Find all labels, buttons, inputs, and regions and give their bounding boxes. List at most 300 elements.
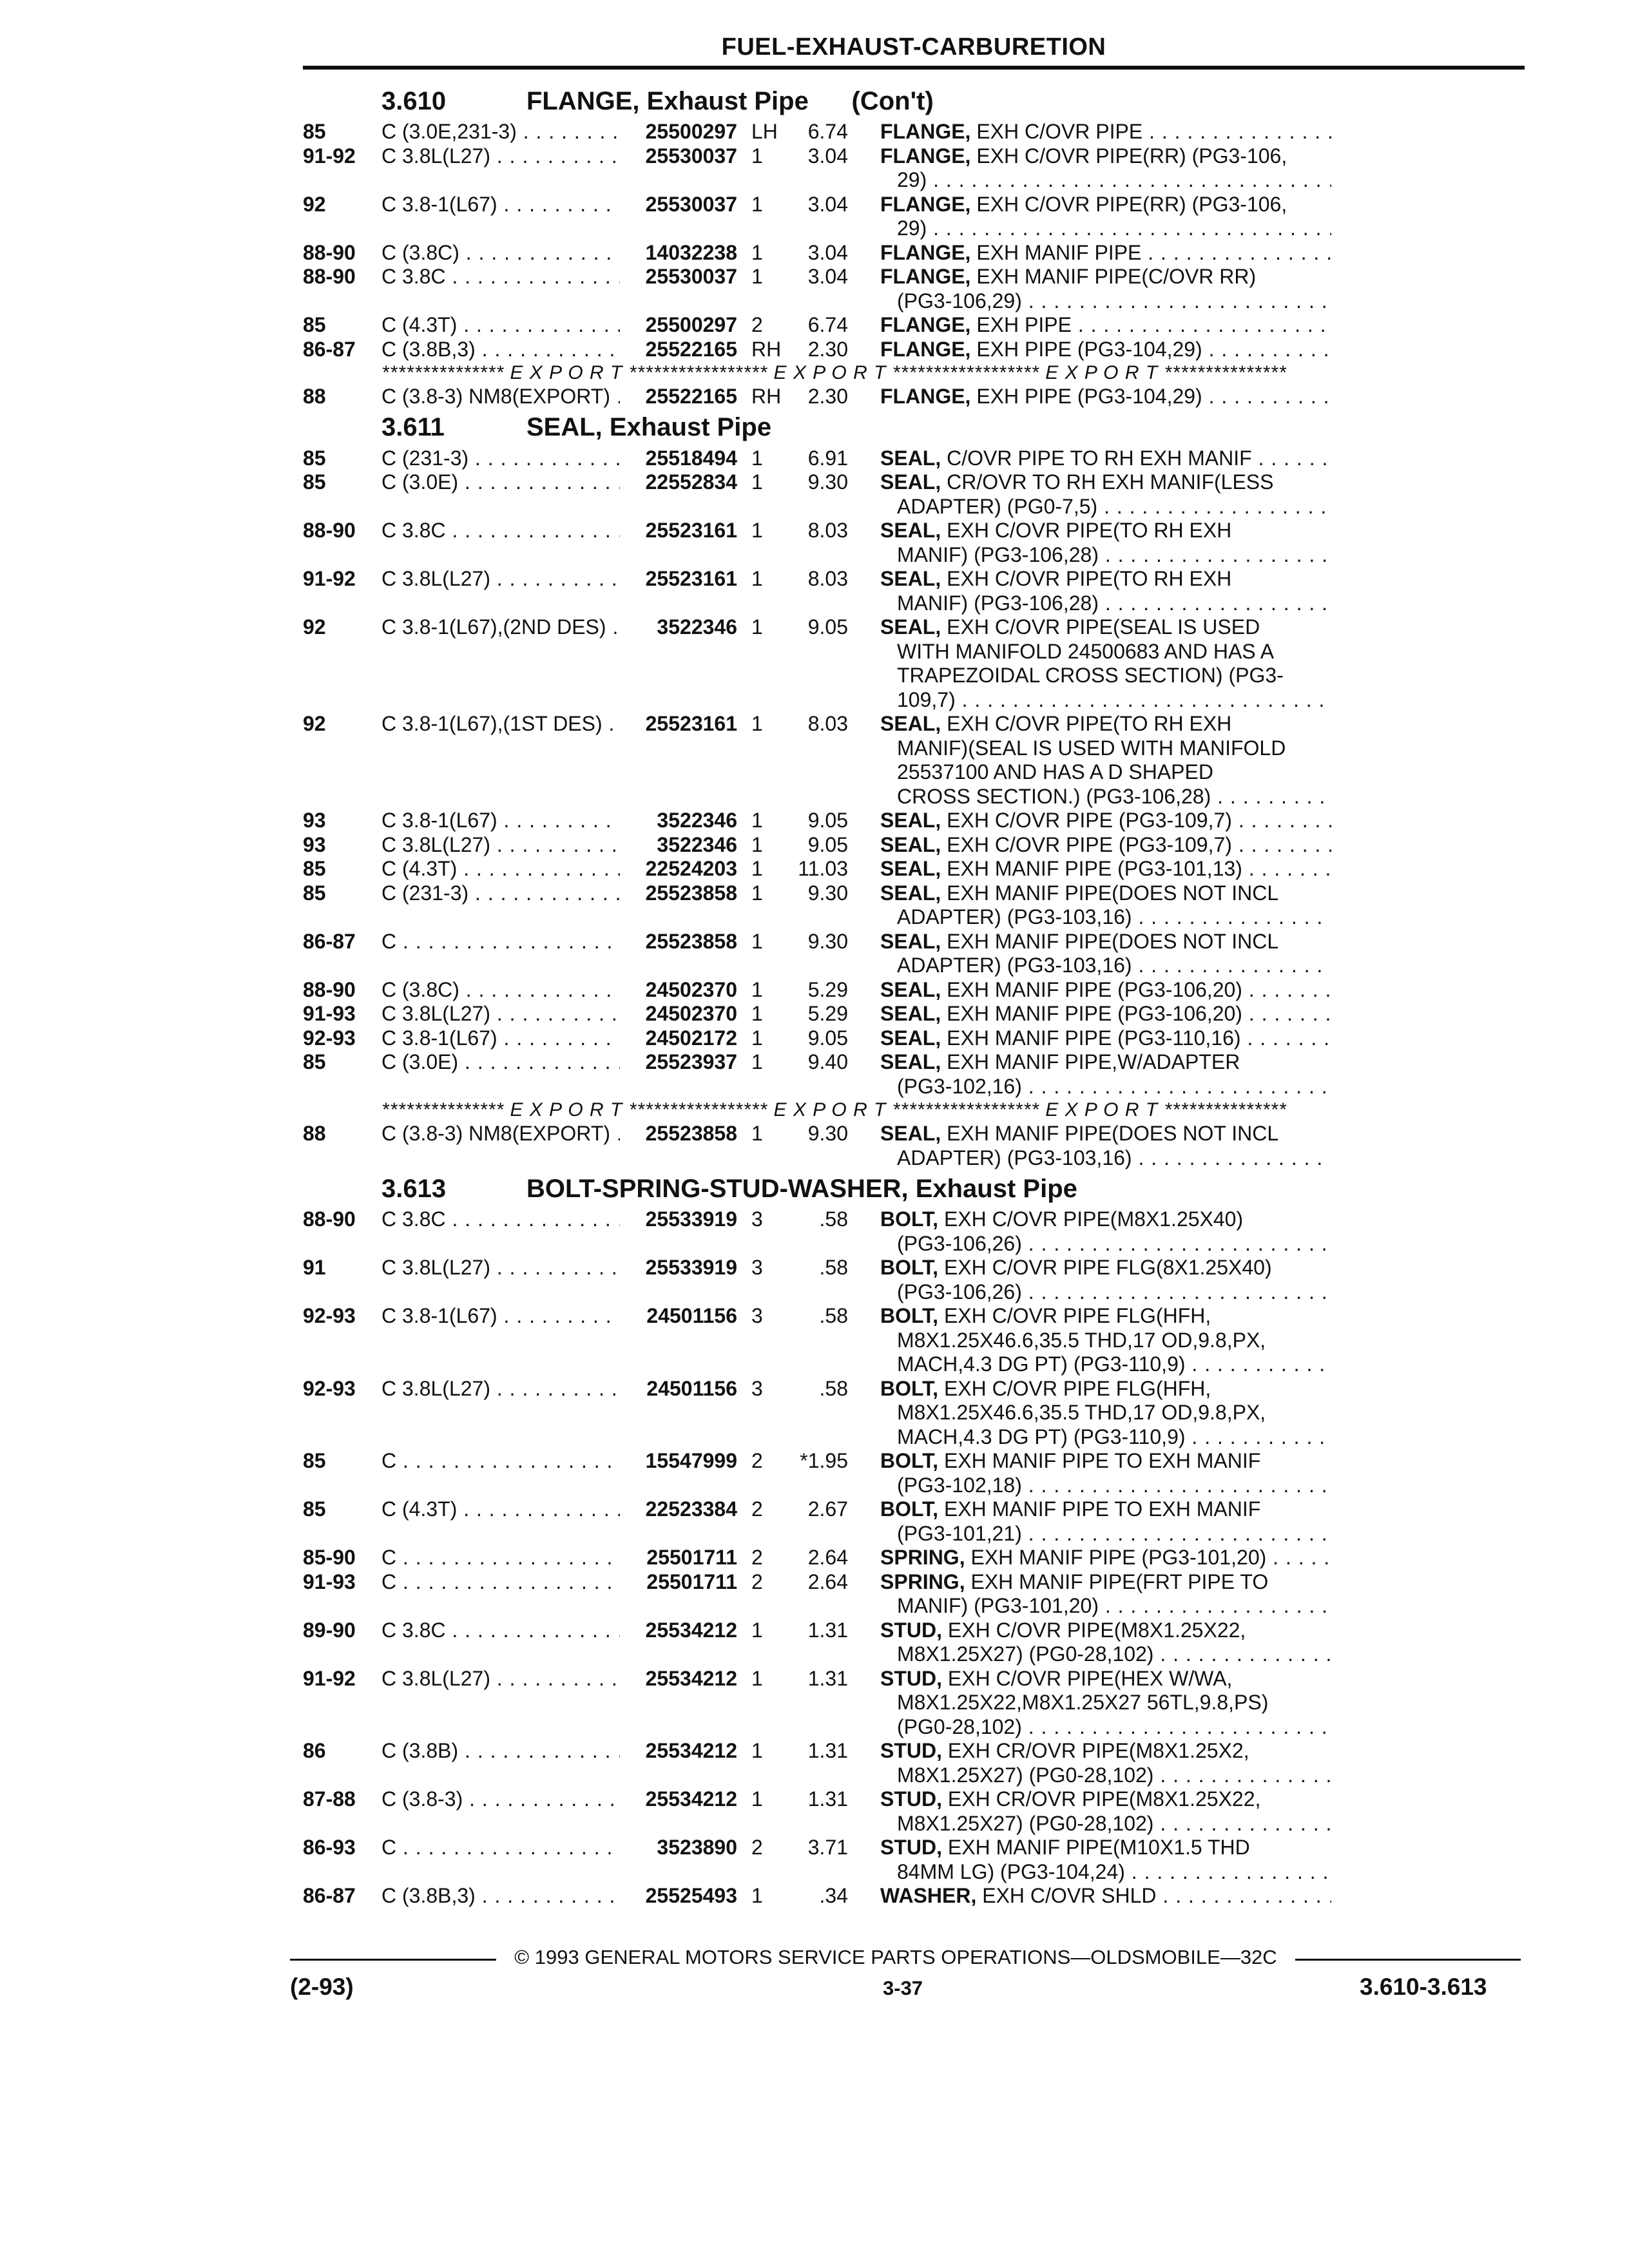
model-years: 88-90 (303, 240, 356, 264)
description-text: 29) (897, 168, 927, 191)
part-row (303, 385, 1514, 409)
price: 9.30 (807, 470, 848, 494)
part-row (303, 470, 1514, 519)
description-text: EXH C/OVR SHLD (982, 1884, 1157, 1907)
description-text: EXH CR/OVR PIPE(M8X1.25X2, (947, 1739, 1249, 1762)
part-name: SEAL, (880, 470, 941, 494)
application: C 3.8L(L27) . . . (381, 567, 620, 591)
part-name: BOLT, (880, 1376, 939, 1400)
application: C (3.0E) . . . (381, 470, 620, 495)
description-text: M8X1.25X46.6,35.5 THD,17 OD,9.8,PX, (897, 1401, 1266, 1424)
price: 6.91 (807, 446, 848, 470)
price: 11.03 (798, 857, 848, 880)
description-line (880, 833, 1331, 858)
part-number: 25500297 (645, 313, 737, 336)
part-row (303, 241, 1514, 265)
part-number: 25501711 (646, 1546, 737, 1569)
export-divider: *************** E X P O R T ***************** E X P O R T ****************** E X P O R T *************** (381, 1099, 1287, 1120)
part-name: STUD, (880, 1618, 942, 1642)
description-line (880, 1594, 1331, 1619)
model-years: 92 (303, 712, 326, 735)
quantity: 2 (751, 1546, 763, 1569)
description-line (880, 470, 1331, 495)
description-line (880, 1352, 1331, 1377)
application: C (231-3) . . . (381, 447, 620, 471)
description-line (880, 289, 1331, 314)
part-number: 22552834 (645, 470, 737, 494)
description-text: EXH MANIF PIPE (PG3-101,20) (970, 1546, 1267, 1569)
part-name: BOLT, (880, 1449, 939, 1472)
part-row (303, 1256, 1514, 1304)
part-number: 25534212 (645, 1618, 737, 1642)
part-number: 15547999 (645, 1449, 737, 1472)
description (880, 1787, 1331, 1836)
section-title (303, 409, 1514, 447)
description-text: EXH MANIF PIPE(DOES NOT INCL (947, 881, 1279, 905)
quantity: 1 (751, 809, 763, 832)
description-text: ADAPTER) (PG3-103,16) (897, 1146, 1132, 1169)
description-line (880, 1570, 1331, 1595)
price: .58 (819, 1304, 848, 1327)
application: C 3.8L(L27) . . . (381, 1667, 620, 1691)
part-row (303, 120, 1514, 144)
part-number: 14032238 (645, 240, 737, 264)
description-text: M8X1.25X46.6,35.5 THD,17 OD,9.8,PX, (897, 1328, 1266, 1352)
description-text: (PG3-106,26) (897, 1280, 1022, 1303)
part-name: SEAL, (880, 977, 941, 1001)
description-line (880, 120, 1331, 144)
export-divider: *************** E X P O R T ***************** E X P O R T ****************** E X P O R T *************** (381, 362, 1287, 383)
part-number: 25518494 (645, 446, 737, 470)
part-number: 25525493 (645, 1884, 737, 1907)
description-line (880, 1497, 1331, 1522)
part-name: BOLT, (880, 1207, 939, 1231)
part-number: 25523161 (645, 567, 737, 590)
application: C (4.3T) . . . (381, 313, 620, 338)
part-number: 25530037 (645, 265, 737, 288)
application: C . . . (381, 1546, 620, 1570)
part-name: SPRING, (880, 1546, 965, 1569)
description (880, 193, 1331, 241)
description-text: EXH C/OVR PIPE(M8X1.25X40) (943, 1207, 1244, 1231)
description-text: ADAPTER) (PG0-7,5) (897, 494, 1098, 518)
part-number: 25533919 (645, 1207, 737, 1231)
description-text: WITH MANIFOLD 24500683 AND HAS A (897, 639, 1275, 663)
application: C (3.8C) . . . (381, 241, 620, 265)
part-name: FLANGE, (880, 337, 971, 361)
quantity: 1 (751, 615, 763, 639)
description-line (880, 1377, 1331, 1401)
application: C 3.8-1(L67) . . . (381, 193, 620, 217)
description-line (880, 265, 1331, 289)
part-name: FLANGE, (880, 265, 971, 288)
description-text: EXH C/OVR PIPE(TO RH EXH (947, 519, 1232, 542)
part-name: STUD, (880, 1666, 942, 1690)
description-line (880, 338, 1331, 362)
page-title: FUEL-EXHAUST-CARBURETION (721, 34, 1106, 61)
description-text: (PG3-102,16) (897, 1074, 1022, 1098)
application: C 3.8L(L27) . . . (381, 1377, 620, 1401)
quantity: 1 (751, 977, 763, 1001)
description-line (880, 1050, 1331, 1075)
part-row (303, 1304, 1514, 1377)
part-row (303, 1570, 1514, 1619)
model-years: 92-93 (303, 1376, 356, 1400)
description-text: CR/OVR TO RH EXH MANIF(LESS (947, 470, 1274, 494)
application: C (3.8-3) NM8(EXPORT) . . . (381, 1122, 620, 1146)
application: C (3.8B,3) . . . (381, 338, 620, 362)
quantity: 1 (751, 446, 763, 470)
part-name: SEAL, (880, 567, 941, 590)
description-text: EXH C/OVR PIPE (PG3-109,7) (947, 832, 1232, 856)
quantity: 3 (751, 1376, 763, 1400)
description-text: EXH PIPE (976, 313, 1072, 336)
part-number: 24502370 (645, 977, 737, 1001)
part-row (303, 615, 1514, 712)
description (880, 1256, 1331, 1304)
model-years: 91 (303, 1256, 326, 1279)
model-years: 85 (303, 1050, 326, 1073)
description-line (880, 1667, 1331, 1691)
description-text: EXH PIPE (PG3-104,29) (976, 385, 1202, 408)
description (880, 1570, 1331, 1619)
quantity: 1 (751, 1002, 763, 1025)
description-text: EXH C/OVR PIPE FLG(8X1.25X40) (943, 1256, 1272, 1279)
section-name: SEAL, Exhaust Pipe (526, 413, 772, 441)
description-line (880, 1075, 1331, 1099)
description (880, 615, 1331, 712)
quantity: 1 (751, 1618, 763, 1642)
description-line (880, 567, 1331, 591)
part-name: SEAL, (880, 1050, 941, 1073)
description-text: EXH MANIF PIPE(FRT PIPE TO (970, 1570, 1269, 1593)
description-line (880, 1787, 1331, 1812)
part-name: FLANGE, (880, 240, 971, 264)
description-line (880, 1122, 1331, 1146)
part-number: 25522165 (645, 385, 737, 408)
model-years: 88 (303, 1122, 326, 1145)
price: .58 (819, 1256, 848, 1279)
part-row (303, 338, 1514, 362)
description-line (880, 1642, 1331, 1667)
quantity: 1 (751, 1787, 763, 1811)
description-text: EXH C/OVR PIPE(M8X1.25X22, (947, 1618, 1246, 1642)
description-text: M8X1.25X27) (PG0-28,102) (897, 1763, 1154, 1787)
price: 9.30 (807, 1122, 848, 1145)
model-years: 86-87 (303, 929, 356, 953)
description-line (880, 1304, 1331, 1329)
model-years: 88-90 (303, 1207, 356, 1231)
section-name: FLANGE, Exhaust Pipe (Con't) (526, 86, 934, 115)
description-line (880, 1522, 1331, 1546)
description (880, 265, 1331, 313)
part-number: 25534212 (645, 1787, 737, 1811)
description-text: EXH MANIF PIPE(DOES NOT INCL (947, 929, 1279, 953)
description-line (880, 809, 1331, 833)
application: C 3.8C . . . (381, 1619, 620, 1643)
model-years: 89-90 (303, 1618, 356, 1642)
part-row (303, 1667, 1514, 1740)
description-line (880, 1280, 1331, 1305)
description (880, 385, 1331, 409)
description-line (880, 1836, 1331, 1860)
part-number: 24501156 (646, 1376, 737, 1400)
model-years: 91-92 (303, 567, 356, 590)
part-number: 25501711 (646, 1570, 737, 1593)
description-line (880, 736, 1331, 761)
description (880, 567, 1331, 615)
part-name: SEAL, (880, 857, 941, 880)
description-text: M8X1.25X27) (PG0-28,102) (897, 1642, 1154, 1666)
description-text: EXH MANIF PIPE (PG3-110,16) (947, 1026, 1241, 1050)
description-line (880, 193, 1331, 217)
part-name: SEAL, (880, 615, 941, 639)
description-text: EXH MANIF PIPE (976, 240, 1142, 264)
part-row (303, 313, 1514, 338)
description-text: MANIF) (PG3-106,28) (897, 543, 1099, 566)
part-name: BOLT, (880, 1304, 939, 1327)
description-text: EXH C/OVR PIPE(HEX W/WA, (947, 1666, 1233, 1690)
part-name: SEAL, (880, 1122, 941, 1145)
description-line (880, 1619, 1331, 1643)
part-name: SEAL, (880, 446, 941, 470)
application: C 3.8-1(L67),(2ND DES) . . . (381, 615, 620, 640)
price: 9.05 (807, 615, 848, 639)
part-name: SEAL, (880, 809, 941, 832)
description-line (880, 760, 1331, 785)
quantity: 1 (751, 144, 763, 168)
part-name: STUD, (880, 1739, 942, 1762)
description-text: EXH CR/OVR PIPE(M8X1.25X22, (947, 1787, 1261, 1811)
description-line (880, 1546, 1331, 1570)
price: 9.30 (807, 881, 848, 905)
price: 1.31 (807, 1787, 848, 1811)
part-name: SEAL, (880, 929, 941, 953)
part-number: 22524203 (645, 857, 737, 880)
part-row (303, 1207, 1514, 1256)
description-line (880, 857, 1331, 881)
page-number: 3-37 (883, 1977, 923, 1999)
part-number: 3522346 (657, 615, 737, 639)
description-line (880, 1425, 1331, 1450)
application: C . . . (381, 1570, 620, 1595)
price: 6.74 (807, 313, 848, 336)
part-number: 25534212 (645, 1739, 737, 1762)
part-number: 25500297 (645, 120, 737, 143)
part-row (303, 857, 1514, 881)
model-years: 85 (303, 470, 326, 494)
part-row (303, 1619, 1514, 1667)
part-number: 3522346 (657, 809, 737, 832)
model-years: 85 (303, 857, 326, 880)
price: 3.04 (807, 144, 848, 168)
quantity: 2 (751, 313, 763, 336)
description-text: MANIF) (PG3-101,20) (897, 1594, 1099, 1617)
part-row (303, 833, 1514, 858)
description-text: MACH,4.3 DG PT) (PG3-110,9) (897, 1425, 1186, 1448)
part-row (303, 447, 1514, 471)
price: 8.03 (807, 519, 848, 542)
model-years: 88-90 (303, 519, 356, 542)
description-line (880, 1474, 1331, 1498)
description (880, 1050, 1331, 1099)
description-line (880, 881, 1331, 906)
part-row (303, 144, 1514, 193)
quantity: 3 (751, 1207, 763, 1231)
description-text: EXH MANIF PIPE(DOES NOT INCL (947, 1122, 1279, 1145)
description-text: EXH C/OVR PIPE(RR) (PG3-106, (976, 192, 1287, 216)
price: 1.31 (807, 1618, 848, 1642)
description-text: EXH C/OVR PIPE FLG(HFH, (943, 1304, 1211, 1327)
part-row (303, 930, 1514, 978)
description-text: 25537100 AND HAS A D SHAPED (897, 760, 1213, 783)
description (880, 1449, 1331, 1497)
part-row (303, 1739, 1514, 1787)
description (880, 1026, 1331, 1051)
quantity: 1 (751, 1884, 763, 1907)
part-row (303, 1836, 1514, 1884)
description-text: EXH C/OVR PIPE FLG(HFH, (943, 1376, 1211, 1400)
price: 2.30 (807, 385, 848, 408)
section-title (303, 82, 1514, 120)
part-number: 24501156 (646, 1304, 737, 1327)
model-years: 92-93 (303, 1026, 356, 1050)
description (880, 857, 1331, 881)
application: C 3.8C . . . (381, 265, 620, 289)
description-line (880, 664, 1331, 688)
description-text: (PG3-102,18) (897, 1473, 1022, 1497)
footer-rule-left (290, 1959, 496, 1961)
price: 9.30 (807, 929, 848, 953)
price: 3.71 (807, 1836, 848, 1859)
description-text: EXH MANIF PIPE (PG3-106,20) (947, 977, 1242, 1001)
description-line (880, 688, 1331, 713)
part-name: SEAL, (880, 1026, 941, 1050)
description (880, 1377, 1331, 1450)
description-text: MACH,4.3 DG PT) (PG3-110,9) (897, 1352, 1186, 1376)
part-row (303, 1546, 1514, 1570)
price: *1.95 (800, 1449, 848, 1472)
description-text: ADAPTER) (PG3-103,16) (897, 905, 1132, 928)
part-name: FLANGE, (880, 120, 971, 143)
model-years: 85 (303, 313, 326, 336)
description-text: EXH MANIF PIPE TO EXH MANIF (943, 1497, 1261, 1521)
application: C 3.8C . . . (381, 1207, 620, 1232)
part-name: FLANGE, (880, 313, 971, 336)
price: 9.40 (807, 1050, 848, 1073)
description-line (880, 1739, 1331, 1763)
description (880, 1497, 1331, 1546)
part-row (303, 881, 1514, 930)
description-line (880, 1401, 1331, 1425)
description-line (880, 978, 1331, 1003)
model-years: 85 (303, 446, 326, 470)
description-line (880, 385, 1331, 409)
description-text: EXH MANIF PIPE (PG3-101,13) (947, 857, 1242, 880)
part-number: 24502172 (645, 1026, 737, 1050)
description-text: EXH C/OVR PIPE(TO RH EXH (947, 567, 1232, 590)
description (880, 881, 1331, 930)
model-years: 86-93 (303, 1836, 356, 1859)
quantity: 1 (751, 1739, 763, 1762)
quantity: 2 (751, 1836, 763, 1859)
application: C 3.8L(L27) . . . (381, 144, 620, 169)
description-text: EXH MANIF PIPE (PG3-106,20) (947, 1002, 1242, 1025)
application: C 3.8C . . . (381, 519, 620, 543)
description-line (880, 930, 1331, 954)
description-text: 84MM LG) (PG3-104,24) (897, 1860, 1125, 1883)
part-number: 25530037 (645, 192, 737, 216)
part-row (303, 1002, 1514, 1026)
header-rule (303, 66, 1525, 70)
description-text: MANIF) (PG3-106,28) (897, 591, 1099, 615)
part-name: SEAL, (880, 712, 941, 735)
description-line (880, 640, 1331, 664)
description (880, 1667, 1331, 1740)
model-years: 91-93 (303, 1570, 356, 1593)
description-line (880, 785, 1331, 809)
model-years: 92 (303, 615, 326, 639)
description-text: (PG0-28,102) (897, 1715, 1022, 1738)
price: 9.05 (807, 832, 848, 856)
model-years: 86-87 (303, 337, 356, 361)
description-line (880, 1884, 1331, 1908)
part-number: 25522165 (645, 337, 737, 361)
description (880, 809, 1331, 833)
part-row (303, 265, 1514, 313)
description (880, 1304, 1331, 1377)
date-code: (2-93) (290, 1974, 354, 2000)
price: 9.05 (807, 809, 848, 832)
part-row (303, 567, 1514, 615)
description (880, 519, 1331, 567)
part-row (303, 1050, 1514, 1099)
description-text: EXH MANIF PIPE(C/OVR RR) (976, 265, 1257, 288)
part-row (303, 193, 1514, 241)
description-text: (PG3-106,29) (897, 289, 1022, 312)
description-line (880, 1860, 1331, 1885)
model-years: 85 (303, 1497, 326, 1521)
footer-rule-right (1295, 1959, 1521, 1961)
price: 5.29 (807, 977, 848, 1001)
description (880, 833, 1331, 858)
application: C 3.8L(L27) . . . (381, 833, 620, 858)
price: .34 (819, 1884, 848, 1907)
application: C (3.8B,3) . . . (381, 1884, 620, 1908)
part-name: WASHER, (880, 1884, 977, 1907)
model-years: 92 (303, 192, 326, 216)
price: 5.29 (807, 1002, 848, 1025)
description-line (880, 216, 1331, 241)
description-line (880, 905, 1331, 930)
part-number: 25523161 (645, 712, 737, 735)
part-number: 25534212 (645, 1666, 737, 1690)
part-name: BOLT, (880, 1256, 939, 1279)
model-years: 86-87 (303, 1884, 356, 1907)
quantity: 1 (751, 832, 763, 856)
part-name: STUD, (880, 1787, 942, 1811)
application: C (4.3T) . . . (381, 1497, 620, 1522)
description (880, 338, 1331, 362)
part-number: 25523161 (645, 519, 737, 542)
description-line (880, 241, 1331, 265)
quantity: 1 (751, 881, 763, 905)
description-line (880, 712, 1331, 736)
part-number: 3522346 (657, 832, 737, 856)
part-number: 25523858 (645, 929, 737, 953)
application: C (3.8-3) . . . (381, 1787, 620, 1812)
quantity: 2 (751, 1497, 763, 1521)
